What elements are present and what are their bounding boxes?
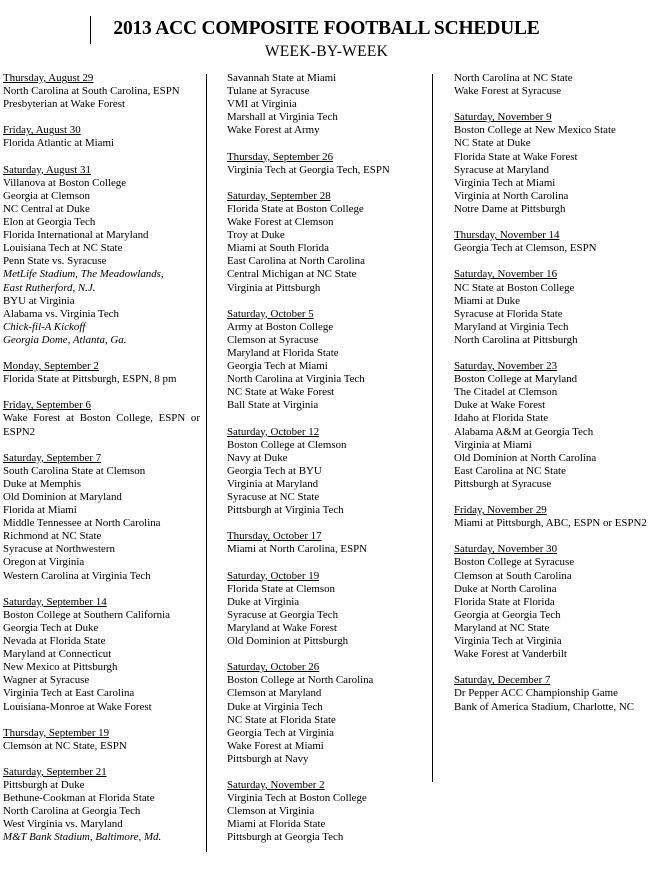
game-line: East Carolina at North Carolina — [227, 255, 365, 268]
date-heading: Saturday, November 9 — [454, 111, 552, 124]
page-subtitle: WEEK-BY-WEEK — [264, 43, 389, 60]
game-line: Savannah State at Miami — [227, 72, 337, 84]
game-line: Wake Forest at Clemson — [227, 216, 334, 229]
game-line: Florida State at Boston College — [227, 202, 364, 215]
date-group — [3, 727, 200, 753]
date-heading: Saturday, August 31 — [3, 163, 91, 176]
game-line: Richmond at NC State — [3, 530, 102, 543]
date-group — [227, 779, 424, 844]
game-line: Ball State at Virginia — [227, 399, 319, 412]
date-heading: Friday, August 30 — [3, 124, 81, 137]
game-line: Duke at Virginia — [227, 595, 300, 608]
game-line: The Citadel at Clemson — [454, 386, 558, 399]
column-divider-2 — [432, 74, 433, 782]
game-line: Idaho at Florida State — [454, 412, 549, 425]
game-line: West Virginia vs. Maryland — [3, 818, 123, 831]
game-line: Wagner at Syracuse — [3, 674, 90, 687]
game-line: Virginia at Miami — [454, 438, 532, 451]
game-line: Maryland at NC State — [454, 621, 550, 634]
date-heading: Friday, September 6 — [3, 399, 91, 412]
date-group — [227, 570, 424, 649]
game-line: Virginia Tech at East Carolina — [3, 687, 135, 700]
venue-note: Chick-fil-A Kickoff — [3, 320, 86, 333]
game-line: Pittsburgh at Virginia Tech — [227, 504, 344, 517]
date-group — [227, 530, 424, 556]
game-line: Miami at Pittsburgh, ABC, ESPN or ESPN2 — [454, 517, 647, 530]
game-line: Duke at Virginia Tech — [227, 700, 323, 713]
game-line: Duke at Wake Forest — [454, 399, 546, 412]
game-line: Tulane at Syracuse — [227, 85, 310, 98]
date-group — [227, 308, 424, 413]
game-line: North Carolina at Georgia Tech — [3, 805, 141, 818]
game-line: Wake Forest at Miami — [227, 739, 324, 752]
game-line: Virginia at North Carolina — [454, 189, 569, 202]
date-group — [454, 111, 650, 216]
date-group — [454, 504, 650, 530]
game-line: Duke at Memphis — [3, 477, 82, 490]
date-group — [3, 452, 200, 583]
date-heading: Thursday, August 29 — [3, 72, 94, 84]
game-line: Miami at Duke — [454, 294, 520, 307]
game-line: Boston College at Southern California — [3, 608, 170, 621]
date-group — [3, 766, 200, 845]
game-line: Georgia at Georgia Tech — [454, 608, 561, 621]
game-line: Florida State at Pittsburgh, ESPN, 8 pm — [3, 373, 177, 386]
date-group — [227, 661, 424, 766]
game-line: Georgia Tech at Clemson, ESPN — [454, 242, 597, 255]
game-line: Old Dominion at Maryland — [3, 491, 122, 503]
game-line: Wake Forest at Vanderbilt — [454, 648, 567, 661]
date-heading: Thursday, September 26 — [227, 150, 334, 163]
venue-note: Georgia Dome, Atlanta, Ga. — [3, 333, 127, 346]
game-line: Nevada at Florida State — [3, 635, 106, 648]
game-line: Miami at North Carolina, ESPN — [227, 543, 368, 556]
game-line: Florida State at Clemson — [227, 582, 335, 595]
game-line: Louisiana Tech at NC State — [3, 242, 123, 255]
game-line: Clemson at South Carolina — [454, 569, 572, 582]
game-line: Virginia Tech at Miami — [454, 176, 556, 189]
game-line: Boston College at New Mexico State — [454, 124, 616, 137]
date-heading: Saturday, November 23 — [454, 360, 558, 373]
game-line: Virginia at Pittsburgh — [227, 281, 321, 294]
game-line: Central Michigan at NC State — [227, 268, 357, 281]
game-line: Virginia Tech at Georgia Tech, ESPN — [227, 163, 390, 176]
game-line: South Carolina State at Clemson — [3, 464, 146, 477]
date-group — [227, 151, 424, 177]
game-line: Florida at Miami — [3, 504, 77, 517]
game-line: Navy at Duke — [227, 451, 288, 464]
date-group — [454, 229, 650, 255]
game-line: Troy at Duke — [227, 229, 285, 242]
game-line: Alabama vs. Virginia Tech — [3, 307, 119, 320]
date-heading: Saturday, September 14 — [3, 595, 107, 608]
date-heading: Saturday, November 2 — [227, 779, 325, 792]
game-line: Miami at South Florida — [227, 242, 329, 255]
game-line: Syracuse at NC State — [227, 491, 320, 503]
date-group — [3, 596, 200, 714]
game-line: Florida State at Florida — [454, 595, 555, 608]
game-line: Western Carolina at Virginia Tech — [3, 569, 151, 582]
game-line: Virginia Tech at Virginia — [454, 635, 562, 648]
game-line: Clemson at Syracuse — [227, 333, 319, 346]
date-heading: Thursday, October 17 — [227, 530, 322, 543]
game-line: Old Dominion at North Carolina — [454, 451, 597, 464]
game-line: Oregon at Virginia — [3, 556, 85, 569]
game-line: NC State at Duke — [454, 137, 531, 150]
game-line: Wake Forest at Army — [227, 124, 320, 137]
game-line: Georgia Tech at Virginia — [227, 726, 334, 739]
game-line: Louisiana-Monroe at Wake Forest — [3, 700, 152, 713]
game-line: Maryland at Virginia Tech — [454, 320, 569, 333]
game-line: Syracuse at Northwestern — [3, 543, 115, 556]
date-heading: Thursday, November 14 — [454, 229, 560, 242]
game-line: Georgia Tech at Miami — [227, 360, 328, 373]
game-line: Maryland at Florida State — [227, 346, 339, 359]
date-group — [454, 268, 650, 347]
game-line: Wake Forest at Boston College, ESPN or ESPN2 — [3, 412, 200, 438]
date-heading: Saturday, October 19 — [227, 569, 320, 582]
date-heading: Friday, November 29 — [454, 504, 547, 517]
game-line: Maryland at Wake Forest — [227, 621, 337, 634]
venue-note: MetLife Stadium, The Meadowlands, — [3, 268, 164, 281]
game-line: Clemson at NC State, ESPN — [3, 739, 127, 752]
column-divider-1 — [206, 74, 207, 852]
date-group — [227, 72, 424, 137]
game-line: Elon at Georgia Tech — [3, 216, 96, 229]
game-line: Boston College at Syracuse — [454, 556, 575, 569]
game-line: Old Dominion at Pittsburgh — [227, 635, 349, 648]
date-heading: Saturday, September 28 — [227, 189, 331, 202]
date-group — [3, 360, 200, 386]
game-line: North Carolina at South Carolina, ESPN — [3, 85, 180, 98]
schedule-column-3 — [454, 72, 650, 727]
game-line: Florida State at Wake Forest — [454, 150, 578, 163]
date-group — [3, 399, 200, 438]
date-group — [454, 360, 650, 491]
game-line: Army at Boston College — [227, 320, 334, 333]
game-line: VMI at Virginia — [227, 98, 297, 111]
game-line: Pittsburgh at Syracuse — [454, 477, 552, 490]
date-group — [227, 190, 424, 295]
game-line: Virginia at Maryland — [227, 477, 319, 490]
game-line: Boston College at Maryland — [454, 373, 578, 386]
game-line: Georgia at Clemson — [3, 189, 90, 202]
game-line: Villanova at Boston College — [3, 176, 127, 189]
game-line: Florida Atlantic at Miami — [3, 137, 115, 150]
game-line: Bethune-Cookman at Florida State — [3, 792, 155, 805]
game-line: Georgia Tech at Duke — [3, 621, 99, 634]
game-line: Pittsburgh at Georgia Tech — [227, 831, 344, 844]
game-line: NC Central at Duke — [3, 202, 90, 215]
schedule-column-2 — [227, 72, 424, 858]
page-title: 2013 ACC COMPOSITE FOOTBALL SCHEDULE — [113, 18, 540, 39]
game-line: Syracuse at Maryland — [454, 163, 549, 176]
date-group — [3, 164, 200, 347]
game-line: Pittsburgh at Navy — [227, 752, 309, 765]
game-line: North Carolina at Pittsburgh — [454, 333, 578, 346]
date-heading: Saturday, October 5 — [227, 307, 314, 320]
date-heading: Saturday, November 16 — [454, 268, 558, 281]
date-group — [454, 674, 650, 713]
game-line: New Mexico at Pittsburgh — [3, 661, 118, 674]
date-group — [454, 72, 650, 98]
date-heading: Saturday, September 7 — [3, 451, 102, 464]
schedule-column-1 — [3, 72, 200, 858]
game-line: Alabama A&M at Georgia Tech — [454, 425, 594, 438]
date-heading: Saturday, September 21 — [3, 765, 107, 778]
game-line: Miami at Florida State — [227, 818, 326, 831]
date-heading: Thursday, September 19 — [3, 726, 110, 739]
game-line: Syracuse at Georgia Tech — [227, 608, 339, 621]
game-line: Pittsburgh at Duke — [3, 779, 85, 792]
date-heading: Saturday, November 30 — [454, 543, 558, 556]
game-line: Duke at North Carolina — [454, 582, 557, 595]
game-line: North Carolina at Virginia Tech — [227, 373, 365, 386]
game-line: Wake Forest at Syracuse — [454, 85, 562, 98]
game-line: Virginia Tech at Boston College — [227, 792, 367, 805]
game-line: NC State at Boston College — [454, 281, 575, 294]
game-line: Marshall at Virginia Tech — [227, 111, 338, 124]
date-group — [227, 426, 424, 518]
date-group — [3, 124, 200, 150]
date-heading: Saturday, October 26 — [227, 661, 320, 674]
game-line: Middle Tennessee at North Carolina — [3, 517, 161, 530]
date-heading: Saturday, December 7 — [454, 674, 551, 687]
game-line: Boston College at North Carolina — [227, 674, 374, 687]
game-line: Syracuse at Florida State — [454, 307, 563, 320]
game-line: Florida International at Maryland — [3, 229, 149, 242]
game-line: Boston College at Clemson — [227, 438, 347, 451]
game-line: East Carolina at NC State — [454, 464, 566, 477]
game-line: NC State at Florida State — [227, 713, 336, 726]
game-line: Maryland at Connecticut — [3, 648, 112, 661]
game-line: Presbyterian at Wake Forest — [3, 98, 126, 111]
game-line: Clemson at Virginia — [227, 805, 315, 818]
game-line: Georgia Tech at BYU — [227, 464, 322, 477]
game-line: Clemson at Maryland — [227, 687, 322, 700]
game-line: North Carolina at NC State — [454, 72, 573, 84]
date-group — [3, 72, 200, 111]
game-line: NC State at Wake Forest — [227, 386, 335, 399]
game-line: Bank of America Stadium, Charlotte, NC — [454, 700, 634, 713]
date-group — [454, 543, 650, 661]
venue-note: East Rutherford, N.J. — [3, 281, 96, 294]
game-line: Penn State vs. Syracuse — [3, 255, 107, 268]
date-heading: Monday, September 2 — [3, 360, 99, 373]
game-line: Dr Pepper ACC Championship Game — [454, 687, 618, 700]
date-heading: Saturday, October 12 — [227, 425, 320, 438]
game-line: Notre Dame at Pittsburgh — [454, 202, 566, 215]
venue-note: M&T Bank Stadium, Baltimore, Md. — [3, 831, 162, 844]
game-line: BYU at Virginia — [3, 294, 75, 307]
